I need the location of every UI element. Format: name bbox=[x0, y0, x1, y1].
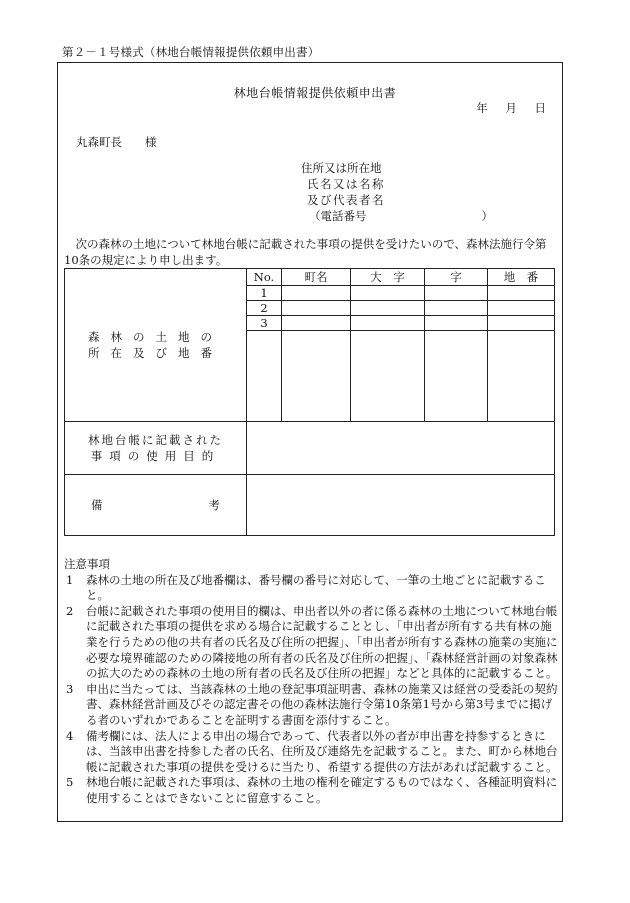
lot-location-label: 森林の土地の 所在及び地番 bbox=[65, 269, 247, 422]
town-cell[interactable] bbox=[282, 286, 351, 301]
note-item: 2 台帳に記載された事項の使用目的欄は、申出者以外の者に係る森林の土地について林地台帳に記載された事項の提供を求める場合に記載することとし、「申出者が所有する共有林の施業を行うための他の共有者の氏名及び住所の把握」、「申出者が所有する森林の施業の実施に必要な境界確認のための隣接地の所有者の氏名及び住所の把握」、「森林経営計画の対象森林の拡大のための森林の土地の所有者の氏名及び住所の把握」などと具体的に記載すること。 bbox=[66, 603, 558, 681]
request-statement: 次の森林の土地について林地台帳に記載された事項の提供を受けたいので、森林法施行令第10条の規定により申し出ます。 bbox=[64, 237, 547, 267]
purpose-label: 林地台帳に記載された 事項の使用目的 bbox=[65, 422, 247, 475]
applicant-representative-label: 及び代表者名 bbox=[307, 193, 385, 207]
row-number: 3 bbox=[247, 316, 282, 331]
oaza-cell[interactable] bbox=[351, 316, 425, 331]
remarks-field[interactable] bbox=[247, 475, 555, 536]
aza-cell[interactable] bbox=[425, 301, 488, 316]
addressee: 丸森町長 様 bbox=[76, 135, 157, 149]
remarks-row bbox=[65, 475, 555, 536]
oaza-cell[interactable] bbox=[351, 331, 425, 422]
oaza-cell[interactable] bbox=[351, 286, 425, 301]
date-month: 月 bbox=[505, 101, 517, 115]
notes-section bbox=[64, 557, 560, 807]
row-number: 1 bbox=[247, 286, 282, 301]
note-item: 4 備考欄には、法人による申出の場合であって、代表者以外の者が申出書を持参するときには、当該申出書を持参した者の氏名、住所及び連絡先を記載すること。また、町から林地台帳に記載された事項の提供を受けるに当たり、希望する提供の方法があれば記載すること。 bbox=[66, 728, 558, 774]
aza-cell[interactable] bbox=[425, 316, 488, 331]
note-item: 5 林地台帳に記載された事項は、森林の土地の権利を確定するものではなく、各種証明資料に使用することはできないことに留意すること。 bbox=[66, 775, 558, 805]
aza-cell[interactable] bbox=[425, 331, 488, 422]
chiban-cell[interactable] bbox=[488, 286, 555, 301]
header-no: No. bbox=[247, 269, 282, 286]
applicant-block bbox=[299, 160, 493, 224]
note-item: 3 申出に当たっては、当該森林の土地の登記事項証明書、森林の施業又は経営の受委託の契約書、森林経営計画及びその認定書その他の森林法施行令第10条第1号から第3号までに掲げる者のいずれかであることを証明する書面を添付すること。 bbox=[66, 681, 558, 727]
chiban-cell[interactable] bbox=[488, 316, 555, 331]
header-town: 町名 bbox=[282, 269, 351, 286]
chiban-cell[interactable] bbox=[488, 331, 555, 422]
town-cell[interactable] bbox=[282, 301, 351, 316]
remarks-label: 備 考 bbox=[65, 475, 247, 536]
date-line bbox=[476, 100, 546, 116]
header-oaza: 大 字 bbox=[351, 269, 425, 286]
no-cell-blank bbox=[247, 331, 282, 422]
applicant-phone-label: （電話番号 ） bbox=[309, 209, 493, 223]
town-cell[interactable] bbox=[282, 316, 351, 331]
application-table bbox=[64, 268, 555, 536]
row-number: 2 bbox=[247, 301, 282, 316]
notes-heading: 注意事項 bbox=[64, 557, 110, 571]
chiban-cell[interactable] bbox=[488, 301, 555, 316]
note-item: 1 森林の土地の所在及び地番欄は、番号欄の番号に対応して、一筆の土地ごとに記載すること。 bbox=[66, 572, 546, 603]
town-cell[interactable] bbox=[282, 331, 351, 422]
applicant-name-label: 氏名又は名称 bbox=[307, 177, 385, 191]
header-chiban: 地 番 bbox=[488, 269, 555, 286]
form-number-label: 第２－１号様式（林地台帳情報提供依頼申出書） bbox=[62, 45, 320, 59]
oaza-cell[interactable] bbox=[351, 301, 425, 316]
form-title: 林地台帳情報提供依頼申出書 bbox=[233, 86, 397, 100]
applicant-address-label: 住所又は所在地 bbox=[301, 161, 382, 175]
aza-cell[interactable] bbox=[425, 286, 488, 301]
purpose-row bbox=[65, 422, 555, 475]
date-year: 年 bbox=[476, 101, 488, 115]
purpose-field[interactable] bbox=[247, 422, 555, 475]
header-aza: 字 bbox=[425, 269, 488, 286]
date-day: 日 bbox=[534, 101, 546, 115]
